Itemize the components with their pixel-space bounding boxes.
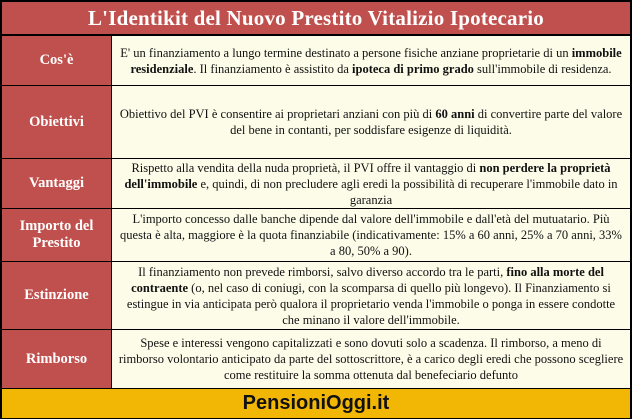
row-label: Estinzione	[2, 262, 112, 329]
table-row-cos-e	[2, 36, 630, 86]
description-text: (o, nel caso di coniugi, con la scomparsa di quello più longevo). Il Finanziamento si estingue in via anticipata però qualora il proprietario venda l'immobile o ponga in essere condotte che minano il valore dell'immobile.	[126, 280, 616, 327]
row-description	[112, 159, 630, 208]
footer-banner	[2, 388, 630, 418]
description-text: Rispetto alla vendita della nuda proprietà, il PVI offre il vantaggio di	[131, 160, 480, 175]
row-description	[112, 262, 630, 329]
highlight-text: ipoteca di primo grado	[352, 61, 474, 76]
table-row-vantaggi	[2, 159, 630, 209]
row-description	[112, 209, 630, 261]
description-text: sull'immobile di residenza.	[473, 61, 612, 76]
row-description	[112, 330, 630, 388]
description-text: E' un finanziamento a lungo termine destinato a persone fisiche anziane proprietarie di un	[120, 45, 572, 60]
table-row-rimborso	[2, 330, 630, 388]
description-text: e, quindi, di non precludere agli eredi la possibilità di recuperare l'immobile dato in garanzia	[197, 176, 618, 207]
description-text: Spese e interessi vengono capitalizzati e sono dovuti solo a scadenza. Il rimborso, a meno di rimborso volontario anticipato da parte del sottoscrittore, è a carico degli eredi che possono scegliere come restituire la somma ottenuta dal benefeciario defunto	[118, 336, 624, 382]
highlight-text: immobile residenziale	[130, 45, 622, 76]
row-label: Obiettivi	[2, 86, 112, 158]
table-row-estinzione	[2, 262, 630, 330]
description-text: di convertire parte del valore del bene in contanti, per soddisfare esigenze di liquidità.	[230, 107, 623, 137]
highlight-text: fino alla morte del contraente	[131, 264, 604, 295]
table-row-obiettivi	[2, 86, 630, 159]
highlight-text: 60 anni	[435, 107, 475, 121]
row-label: Cos'è	[2, 36, 112, 85]
row-description	[112, 86, 630, 158]
highlight-text: non perdere la proprietà dell'immobile	[124, 160, 611, 191]
row-description	[112, 36, 630, 85]
row-label: Importo del Prestito	[2, 209, 112, 261]
page-title: L'Identikit del Nuovo Prestito Vitalizio Ipotecario	[2, 2, 630, 36]
description-text: L'importo concesso dalle banche dipende dal valore dell'immobile e dall'età del mutuatario. Più questa è alta, maggiore è la quota finanziabile (indicativamente: 15% a 60 anni, 25% a 70 anni, 33% a 80, 50% a 90).	[120, 212, 622, 258]
description-text: Obiettivo del PVI è consentire ai proprietari anziani con più di	[119, 107, 436, 121]
description-text: . Il finanziamento è assistito da	[193, 61, 353, 76]
footer-brand: PensioniOggi.it	[242, 392, 390, 414]
row-label: Vantaggi	[2, 159, 112, 208]
table-row-importo	[2, 209, 630, 262]
description-text: Il finanziamento non prevede rimborsi, salvo diverso accordo tra le parti,	[138, 264, 507, 279]
row-label: Rimborso	[2, 330, 112, 388]
